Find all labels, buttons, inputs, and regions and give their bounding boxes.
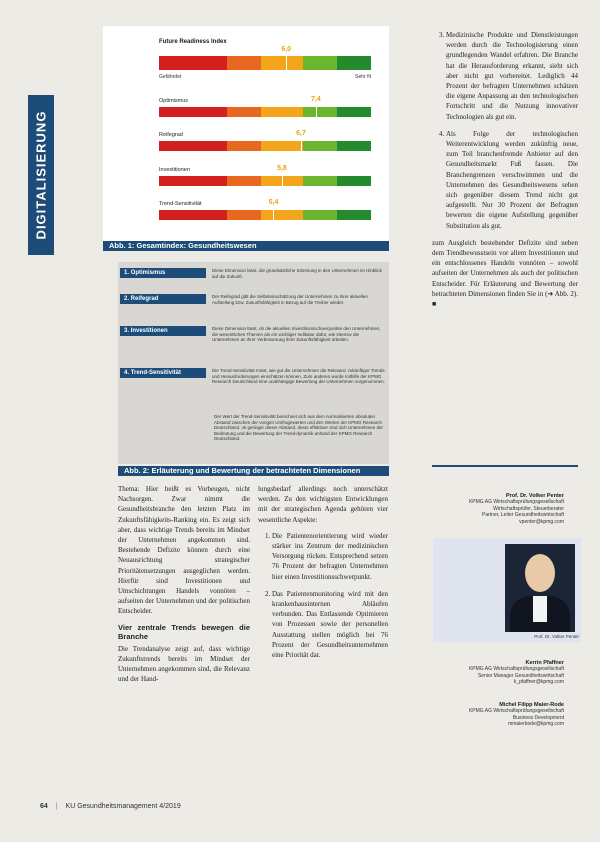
author-email[interactable]: k_pfaffner@kpmg.com xyxy=(513,679,564,686)
dimension-row xyxy=(118,326,389,362)
journal-name: KU Gesundheitsmanagement 4/2019 xyxy=(65,803,181,810)
dimension-desc: Die Trend-Sensitivität misst, wie gut die Unternehmen die Relevanz zukünftiger Trends und Herausforderungen einschätzen können. Zum anderen wurde mithilfe der KPMG Research Deutschland eine unabhängige Bewertung der Unternehmen vorgenommen. xyxy=(212,368,385,385)
author-line: KPMG AG Wirtschaftsprüfungsgesellschaft xyxy=(468,708,564,715)
figure-1 xyxy=(103,26,389,241)
article-outro: zum Ausgleich bestehender Defizite sind neben dem Trendbewusstsein vor allem Investitionen und ein entschlossenes Handeln vonnöten – sowohl aufseiten der Unternehmen als auch der politischen Entscheider. Für Erläuterung und Bewertung der betrachteten Dimensionen finden Sie in (➜ Abb. 2). ■ xyxy=(432,238,578,309)
trend-item: 2. Das Patientenmonitoring wird mit den krankenhausinternen Abläufen verbunden. Das Entlassende Optimieren von Prozessen sowie der personellen Ausstattung stellen möglich bei 76 Prozent der Gesundheitsunternehmen eine Priorität dar. xyxy=(272,589,388,660)
overall-value: 6,0 xyxy=(281,46,292,53)
author-line: Wirtschaftsprüfer, Steuerberater xyxy=(493,505,564,512)
metric-row xyxy=(159,130,371,160)
trend-item: 1. Die Patientenorientierung wird wieder stärker ins Zentrum der medizinischen Versorgung rücken. Entsprechend setzen 76 Prozent der befragten Unternehmen hier einen Investitionsschwerpunkt. xyxy=(272,531,388,582)
dimension-note: Der Wert der Trend-Sensitivität berechnet sich aus dem normalisierten absoluten Abstand zwischen der vorigen Umfragewerten und den Werten der KPMG Research Deutschland. Je geringer dieser Abstand, desto effektiver sind sich Unternehmen der Bedeutung und die Bewertung der Trend-dynamik anhand der KPMG Research Deutschland. xyxy=(214,414,384,442)
author-divider xyxy=(432,465,578,467)
author-name: Michel Filipp Maier-Rode xyxy=(499,702,564,708)
article-column-left xyxy=(118,484,250,690)
metric-label: Trend-Sensitivität xyxy=(159,201,202,207)
metric-marker xyxy=(316,107,317,117)
axis-left-label: Gefährdet xyxy=(159,74,182,80)
trend-list-b xyxy=(432,30,578,231)
metric-label: Optimismus xyxy=(159,98,189,104)
author-block xyxy=(469,660,564,686)
metric-marker xyxy=(273,210,274,220)
photo-caption: Prof. Dr. Volker Penter xyxy=(534,634,579,639)
author-photo xyxy=(505,544,575,632)
metric-value: 5,4 xyxy=(268,199,279,206)
metric-marker xyxy=(301,141,302,151)
dimension-desc: Diese Dimension lässt, ob die aktuellen Investitionsschwerpunkte den Unternehmen, die wesentlichen Themen als ein wichtiger Indikator dafür, wie intensiv die Unternehmen an ihrer Verbesserung ihrer Zukunftsfähigkeit arbeiten. xyxy=(212,326,381,343)
article-subheading: Vier zentrale Trends bewegen die Branche xyxy=(118,622,250,641)
metric-bar xyxy=(159,141,371,151)
section-tab xyxy=(28,95,54,255)
page-number: 64 xyxy=(40,803,48,810)
author-block xyxy=(469,702,564,728)
article-column-right xyxy=(432,30,578,315)
dimension-row xyxy=(118,294,389,324)
author-line: KPMG AG Wirtschaftsprüfungsgesellschaft xyxy=(468,499,564,506)
author-line: Partner, Leiter Gesundheitswirtschaft xyxy=(482,512,564,519)
article-body: Die Trendanalyse zeigt auf, dass wichtige Zukunftstrends bereits im Mindset der Unternehmen angekommen sind, die Relevanz und der Hand- xyxy=(118,644,250,684)
metric-row xyxy=(159,96,371,126)
dimension-head: 1. Optimismus xyxy=(120,268,206,278)
metric-value: 6,7 xyxy=(296,130,306,137)
dimension-head: 2. Reifegrad xyxy=(120,294,206,304)
trend-list-a xyxy=(258,531,388,660)
author-name: Prof. Dr. Volker Penter xyxy=(506,493,564,499)
figure-1-title: Future Readiness Index xyxy=(159,39,227,45)
metric-bar xyxy=(159,107,371,117)
author-line: KPMG AG Wirtschaftsprüfungsgesellschaft xyxy=(468,666,564,673)
metric-label: Reifegrad xyxy=(159,132,183,138)
overall-bar xyxy=(159,56,371,70)
dimension-row xyxy=(118,268,389,290)
author-block xyxy=(469,493,564,525)
author-line: Business Development xyxy=(512,714,564,721)
article-intro: Thema: Hier heißt es Vorbeugen, nicht Nachsorgen. Zwar nimmt die Gesundheitsbranche den letzten Platz im Zukunftsfähigkeits-Ranking ein. Es zeigt sich aber, dass wichtige Trends bereits im Mindset der Unternehmen angekommen sind. Bestehende Defizite können durch eine Neuausrichtung strategischer Prioritätensetzungen ausgeglichen werden. Hierfür sind Investitionen und Umschichtungen Handels vonnöten – aufseiten der Unternehmen und der politischen Entscheider. xyxy=(118,485,250,616)
axis-right-label: Sehr fit xyxy=(355,74,371,80)
figure-1-caption: Abb. 1: Gesamtindex: Gesundheitswesen xyxy=(103,241,389,251)
metric-marker xyxy=(282,176,283,186)
section-tab-label: DIGITALISIERUNG xyxy=(33,110,49,240)
figure-2 xyxy=(118,262,389,464)
figure-2-caption: Abb. 2: Erläuterung und Bewertung der betrachteten Dimensionen xyxy=(118,466,389,476)
metric-row xyxy=(159,199,371,229)
trend-item: 4. Als Folge der technologischen Weiterentwicklung werden zukünftig neue, zum Teil branchenfremde Anbieter auf den Gesundheitsmarkt Fuß fassen. Die Branchengrenzen verschwimmen und die Unternehmen des Gesundheitswesens sehen sich gegenüber diesem Trend nicht gut aufgestellt. Nur 30 Prozent der Befragten bewerten die eigene Aufstellung gegenüber Substitution als gut. xyxy=(446,129,578,231)
metric-label: Investitionen xyxy=(159,167,190,173)
metric-bar xyxy=(159,210,371,220)
metric-value: 7,4 xyxy=(311,96,321,103)
dimension-desc: Der Reifegrad gibt die Selbsteinschätzung der Unternehmen zu ihrer aktuellen Aufstellung bzw. Zukunftsfähigkeit in Bezug auf die Treiber wieder. xyxy=(212,294,368,305)
trend-item: 3. Medizinische Produkte und Dienstleistungen werden durch die Technologisierung einen grundlegenden Wandel erfahren. Die Branche hat die Herausforderung erkannt, sieht sich aber nicht gut vorbereitet. Lediglich 44 Prozent der befragten Unternehmen schätzen die eigene Anpassung an den technologischen Fortschritt und die Nutzung innovativer Technologien als gut ein. xyxy=(446,30,578,122)
metric-bar xyxy=(159,176,371,186)
author-email[interactable]: mmaierbode@kpmg.com xyxy=(508,721,564,728)
dimension-row xyxy=(118,368,389,408)
article-column-middle xyxy=(258,484,388,667)
dimension-head: 3. Investitionen xyxy=(120,326,206,336)
author-name: Kerrin Pfaffner xyxy=(525,660,564,666)
overall-marker xyxy=(286,56,287,70)
author-photo-area xyxy=(433,538,581,642)
author-line: Senior Manager Gesundheitswirtschaft xyxy=(477,672,564,679)
article-middle-intro: lungsbedarf allerdings noch unterschätzt werden. Zu den wichtigsten Entwicklungen mit der strategischen Agenda gehören vier wesentliche Aspekte: xyxy=(258,485,388,524)
overall-index-bar xyxy=(159,46,371,90)
metric-row xyxy=(159,165,371,195)
dimension-desc: Diese Dimension lässt, die grundsätzliche Stimmung in den Unternehmen im Hinblick auf die Zukunft. xyxy=(212,268,382,279)
page-footer: 64 | KU Gesundheitsmanagement 4/2019 xyxy=(40,803,181,810)
dimension-head: 4. Trend-Sensitivität xyxy=(120,368,206,378)
author-email[interactable]: vpenter@kpmg.com xyxy=(519,518,564,525)
metric-value: 5,8 xyxy=(277,165,287,172)
